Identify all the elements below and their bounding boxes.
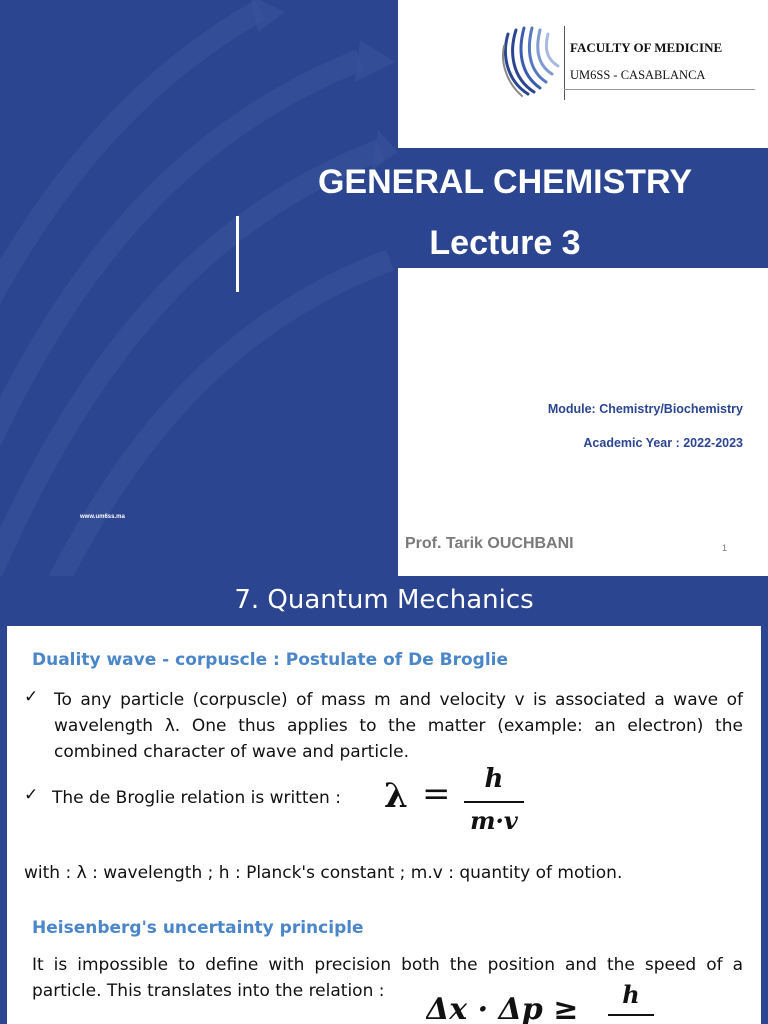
course-title: GENERAL CHEMISTRY: [317, 163, 693, 201]
checkmark-icon: ✓: [24, 785, 39, 805]
content-slide: [0, 576, 768, 1024]
relation-label: The de Broglie relation is written :: [52, 788, 341, 808]
subheading-de-broglie: Duality wave - corpuscle : Postulate of De Broglie: [32, 650, 509, 670]
slide-edge-left: [0, 576, 7, 1024]
website-link[interactable]: www.um6ss.ma: [80, 514, 125, 520]
de-broglie-formula: [384, 764, 534, 848]
slide-edge-right: [761, 576, 768, 1024]
section-title: 7. Quantum Mechanics: [234, 585, 534, 615]
fraction-bar: [464, 801, 524, 803]
bullet-paragraph: To any particle (corpuscle) of mass m and velocity v is associated a wave of wavelength λ. One thus applies to the matter (example: an electron) the combined character of wave and particle.: [54, 690, 743, 762]
formula-numerator: h: [622, 980, 640, 1009]
faculty-name: FACULTY OF MEDICINE: [570, 40, 723, 55]
title-divider: [236, 216, 239, 292]
professor-name: Prof. Tarik OUCHBANI: [405, 535, 574, 552]
decorative-arrows-graphic: [0, 0, 398, 576]
blue-background-panel: [0, 0, 398, 576]
module-label: Module: Chemistry/Biochemistry: [547, 402, 743, 416]
logo-divider-horizontal: [564, 89, 755, 90]
formula-numerator: h: [484, 764, 504, 794]
page-number: 1: [722, 543, 728, 553]
variable-definitions: with : λ : wavelength ; h : Planck's constant ; m.v : quantity of motion.: [24, 863, 623, 883]
academic-year: Academic Year : 2022-2023: [583, 436, 743, 450]
subheading-heisenberg: Heisenberg's uncertainty principle: [32, 918, 364, 938]
fraction-bar: [608, 1014, 654, 1016]
university-logo-icon: [498, 24, 562, 102]
heisenberg-paragraph: It is impossible to define with precision both the position and the speed of a particle. This translates into the relation :: [32, 955, 743, 1001]
formula-lhs: Δx · Δp ≥: [426, 992, 579, 1024]
uncertainty-formula: [426, 980, 666, 1024]
checkmark-icon: ✓: [24, 687, 39, 707]
faculty-subtitle: UM6SS - CASABLANCA: [570, 68, 706, 82]
lecture-number: Lecture 3: [429, 224, 581, 262]
formula-denominator: m·v: [470, 806, 518, 835]
formula-lambda: λ: [384, 776, 408, 816]
formula-equals: =: [422, 774, 451, 814]
